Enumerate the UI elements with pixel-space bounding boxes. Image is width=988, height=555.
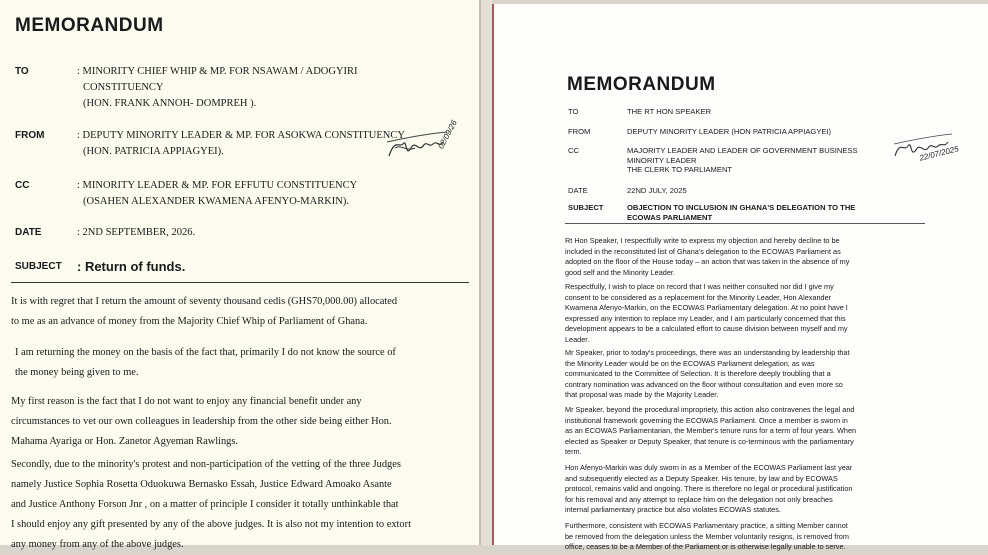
left-to-value: : MINORITY CHIEF WHIP & MP. FOR NSAWAM / ADOGYIRI CONSTITUENCY (HON. FRANK ANNOH- DOMPREH ).	[77, 66, 358, 109]
right-signature-date: 22/07/2025	[918, 144, 960, 163]
left-paragraph-1: It is with regret that I return the amount of seventy thousand cedis (GHS70,000.00) allocated to me as an advance of money from the Majority Chief Whip of Parliament of Ghana.	[11, 296, 398, 327]
right-subject-divider	[565, 223, 925, 224]
right-from-value: DEPUTY MINORITY LEADER (HON PATRICIA APPIAGYEI)	[627, 127, 832, 136]
right-from-label: FROM	[568, 127, 591, 136]
left-signature	[385, 118, 475, 163]
right-subject-value: OBJECTION TO INCLUSION IN GHANA'S DELEGATION TO THE ECOWAS PARLIAMENT	[627, 203, 856, 222]
right-paragraph-1: Rt Hon Speaker, I respectfully write to express my objection and hereby decline to be included in the reconstituted list of Ghana's delegation to the ECOWAS Parliament as adopted on the floor of the House today – an action that was taken in the absence of my good self and the Minority Leader.	[565, 236, 850, 277]
page-gap	[481, 0, 492, 545]
left-memo-title: MEMORANDUM	[15, 15, 164, 36]
right-cc-value: MAJORITY LEADER AND LEADER OF GOVERNMENT BUSINESS MINORITY LEADER THE CLERK TO PARLIAMENT	[627, 146, 858, 174]
right-cc-label: CC	[568, 146, 579, 155]
right-date-label: DATE	[568, 186, 588, 195]
right-paragraph-6: Furthermore, consistent with ECOWAS Parliamentary practice, a sitting Member cannot be removed from the delegation unless the Member voluntarily resigns, is removed from office, ceases to be a Member of the Parliament or is otherwise legally unable to serve.	[565, 521, 849, 552]
left-memo-page	[0, 0, 481, 550]
left-paragraph-4: Secondly, due to the minority's protest and non-participation of the vetting of the three Judges namely Justice Sophia Rosetta Oduokuwa Bernasko Essah, Justice Edward Amoako Asante and Justice Anthony Forson Jnr , on a matter of principle I consider it totally unthinkable that I should enjoy any gift presented by any of the above judges. It is also not my intention to extort any money from any of the above judges.	[11, 459, 411, 550]
right-paragraph-4: Mr Speaker, beyond the procedural impropriety, this action also contravenes the legal and institutional framework governing the ECOWAS Parliament. Once a member is sworn in as an ECOWAS Parliamentarian, the Member's tenure runs for a term of four years. When elected as Speaker or Deputy Speaker, that tenure is co-terminous with the parliamentary term.	[565, 405, 857, 457]
left-date-label: DATE	[15, 227, 42, 238]
left-paragraph-3: My first reason is the fact that I do not want to enjoy any financial benefit under any circumstances to vet our own colleagues in leadership from the other side being either Hon. Mahama Ayariga or Hon. Zanetor Agyeman Rawlings.	[11, 396, 392, 447]
left-signature-date: 02/09/26	[436, 118, 459, 151]
right-paragraph-3: Mr Speaker, prior to today's proceedings, there was an understanding by leadership that the Minority Leader would be on the ECOWAS Parliament delegation, as was communicated to the Committee of Selection. It is therefore deeply troubling that a contrary nomination was advanced on the floor without consultation and even more so that proposal was made by the Majority Leader.	[565, 348, 850, 400]
left-cc-value: : MINORITY LEADER & MP. FOR EFFUTU CONSTITUENCY (OSAHEN ALEXANDER KWAMENA AFENYO-MARKIN).	[77, 180, 358, 207]
right-paragraph-5: Hon Afenyo-Markin was duly sworn in as a Member of the ECOWAS Parliament last year and subsequently elected as a Deputy Speaker. His tenure, by law and by ECOWAS protocol, remains valid and ongoing. There is therefore no legal or procedural justification for his removal and any attempt to replace him on the delegation not only breaches internal parliamentary practice but also violates ECOWAS statutes.	[565, 463, 853, 515]
left-subject-value: : Return of funds.	[77, 259, 186, 274]
right-memo-page	[492, 4, 988, 552]
right-to-value: THE RT HON SPEAKER	[627, 107, 712, 116]
left-subject-divider	[11, 282, 469, 283]
right-to-label: TO	[568, 107, 579, 116]
left-paragraph-2: I am returning the money on the basis of the fact that, primarily I do not know the source of the money being given to me.	[15, 347, 396, 378]
right-paragraph-2: Respectfully, I wish to place on record that I was neither consulted nor did I give my consent to be considered as a replacement for the Minority Leader, Hon Alexander Kwamena Afenyo-Markin, on the ECOWAS Parliamentary delegation. At no point have I expressed any intention to replace my Leader, and I am particularly concerned that this development appears to be a calculated effort to cause division between myself and my Leader.	[565, 282, 848, 344]
right-subject-label: SUBJECT	[568, 203, 604, 212]
left-subject-label: SUBJECT	[15, 261, 62, 272]
left-cc-label: CC	[15, 180, 30, 191]
left-from-label: FROM	[15, 130, 45, 141]
left-from-value: : DEPUTY MINORITY LEADER & MP. FOR ASOKWA CONSTITUENCY (HON. PATRICIA APPIAGYEI).	[77, 130, 405, 157]
left-to-label: TO	[15, 66, 29, 77]
right-memo-title: MEMORANDUM	[567, 74, 716, 95]
right-date-value: 22ND JULY, 2025	[627, 186, 687, 195]
left-date-value: : 2ND SEPTEMBER, 2026.	[77, 227, 196, 238]
